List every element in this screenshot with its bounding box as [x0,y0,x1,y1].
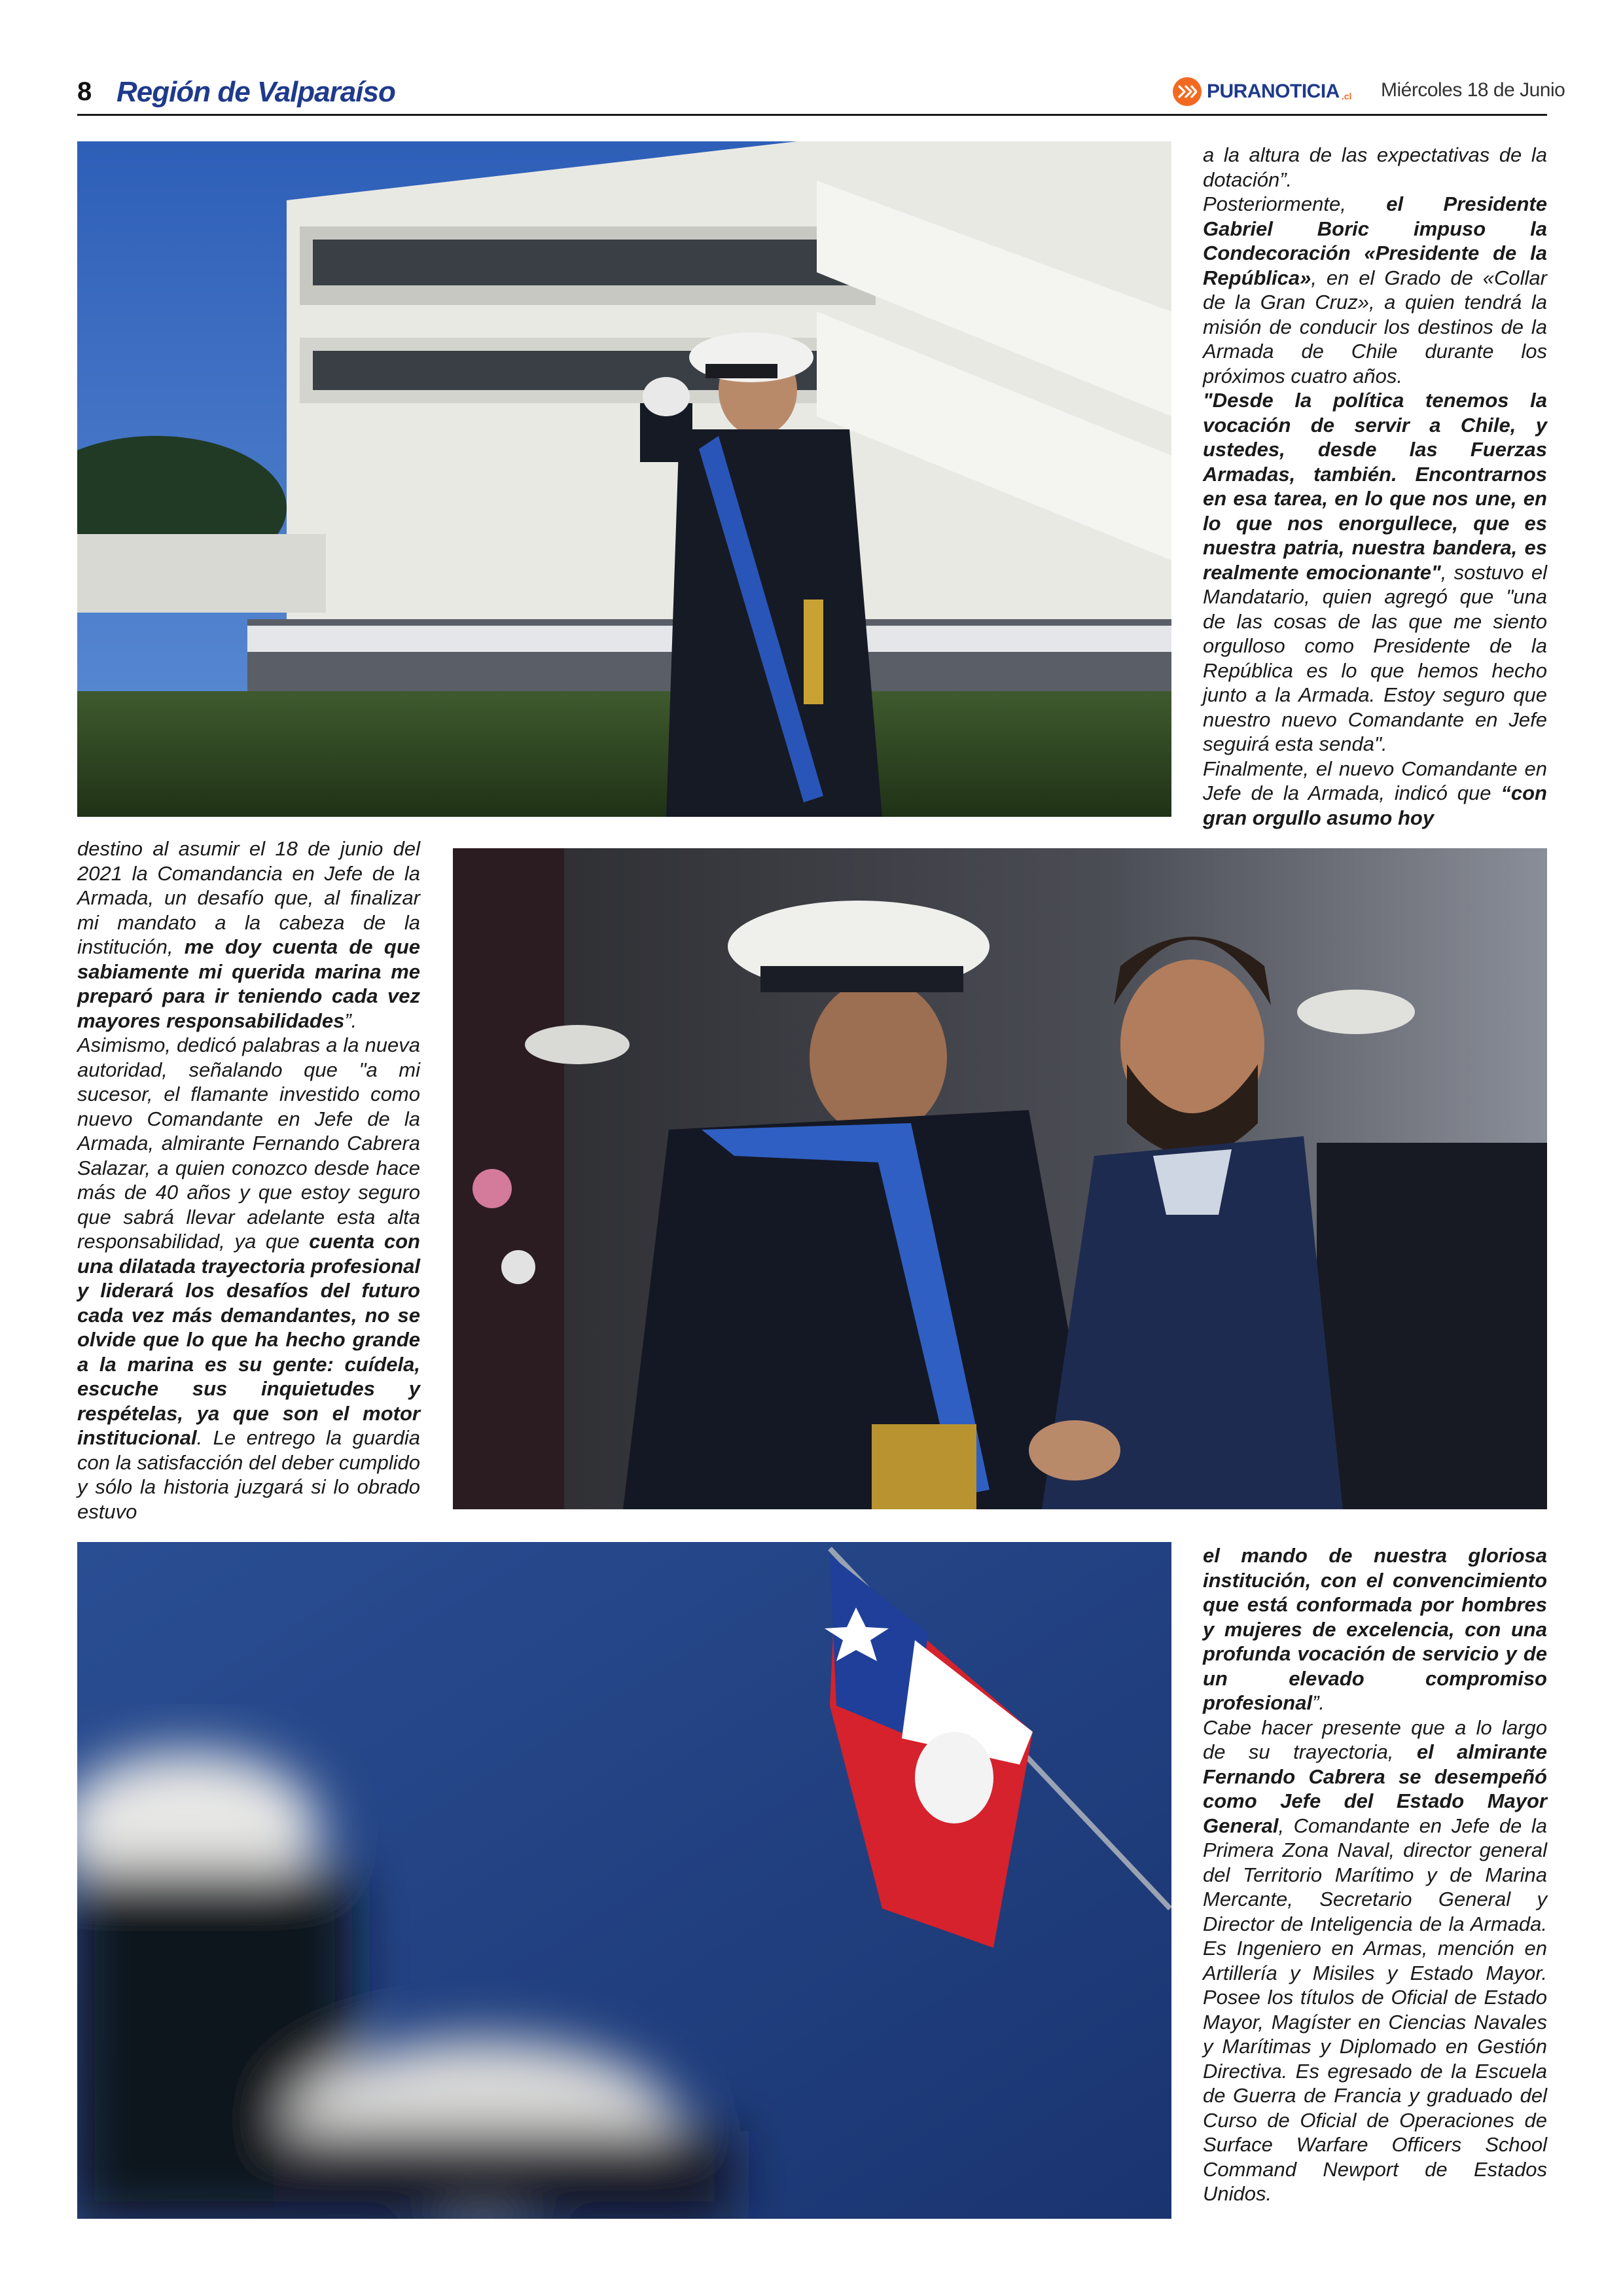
text-run: Asimismo, dedicó palabras a la nueva autoridad, señalando que "a mi sucesor, el flamante investido como nuevo Comandante en Jefe de la Armada, almirante Fernando Cabrera Salazar, a quien conozco desde hace más de 40 años y que estoy seguro que sabrá llevar adelante esta alta responsabilidad, ya que [77,1033,420,1253]
photo-admiral-salute [77,141,1171,817]
logo-suffix: .cl [1341,91,1352,101]
brand-logo[interactable] [1173,77,1351,106]
text-run-bold: el mando de nuestra gloriosa institución, con el convencimiento que está conformada por hombres y mujeres de excelencia, con una profunda vocación de servicio y de un elevado compromiso profesional [1203,1544,1547,1714]
chevrons-icon [1173,77,1202,106]
text-run-bold: el almirante Fernando Cabrera se desempeñó como Jefe del Estado Mayor General [1203,1740,1547,1837]
text-run: . Le entrego la guardia con la satisfacción del deber cumplido y sólo la historia juzgará si lo obrado estuvo [77,1426,420,1523]
issue-date: Miércoles 18 de Junio [1381,79,1565,101]
text-run: , Comandante en Jefe de la Primera Zona Naval, director general del Territorio Marítimo y de Marina Mercante, Secretario General y Director de Inteligencia de la Armada. Es Ingeniero en Armas, mención en Artillería y Misiles y Estado Mayor. Posee los títulos de Oficial de Estado Mayor, Magíster en Ciencias Navales y Marítimas y Diplomado en Gestión Directiva. Es egresado de la Escuela de Guerra de Francia y graduado del Curso de Oficial de Operaciones de Surface Warfare Officers School Command Newport de Estados Unidos. [1203,1814,1547,2205]
article-column-right-bottom [1203,1543,1547,2206]
text-run-bold: "Desde la política tenemos la vocación de servir a Chile, y ustedes, desde las Fuerzas Armadas, también. Encontrarnos en esa tarea, en lo que nos une, en lo que nos enorgullece, que es nuestra patria, nuestra bandera, es realmente emocionante" [1203,389,1547,584]
text-run-bold: me doy cuenta de que sabiamente mi querida marina me preparó para ir teniendo cada vez mayores responsabilidades [77,935,421,1032]
text-run: ”. [1312,1691,1325,1714]
text-run: Finalmente, el nuevo Comandante en Jefe de la Armada, indicó que [1203,757,1547,804]
text-run-bold: el Presidente Gabriel Boric impuso la Condecoración «Presidente de la República» [1203,192,1547,289]
paragraph [1203,1543,1547,2206]
text-run: , sostuvo el Mandatario, quien agregó que "una de las cosas de las que me siento orgulloso como Presidente de la República es lo que hemos hecho junto a la Armada. Estoy seguro que nuestro nuevo Comandante en Jefe seguirá esta senda". [1203,560,1547,755]
text-run: a la altura de las expectativas de la dotación”. [1203,143,1547,191]
photo-chilean-flag [77,1542,1171,2219]
text-run: ”. [344,1009,357,1032]
text-run: Posteriormente, [1203,192,1387,215]
article-column-left-middle [77,836,420,1524]
header-rule [77,114,1547,116]
text-run: destino al asumir el 18 de junio del 2021 la Comandancia en Jefe de la Armada, un desafío que, al finalizar mi mandato a la cabeza de la institución, [77,837,420,958]
text-run: , en el Grado de «Collar de la Gran Cruz», a quien tendrá la misión de conducir los destinos de la Armada de Chile durante los próximos cuatro años. [1203,266,1547,387]
text-run-bold: “con gran orgullo asumo hoy [1203,781,1547,829]
paragraph [1203,143,1547,830]
paragraph [77,836,420,1524]
text-run-bold: cuenta con una dilatada trayectoria profesional y liderará los desafíos del futuro cada vez más demandantes, no se olvide que lo que ha hecho grande a la marina es su gente: cuídela, escuche sus inquietudes y respételas, ya que son el motor institucional [77,1230,420,1449]
logo-text: PURANOTICIA [1207,81,1340,102]
section-title: Región de Valparaíso [116,76,395,108]
page-number: 8 [77,77,92,106]
article-column-right-top [1203,143,1547,830]
text-run: Cabe hacer presente que a lo largo de su trayectoria, [1203,1715,1547,1763]
photo-handshake-president [453,848,1547,1509]
